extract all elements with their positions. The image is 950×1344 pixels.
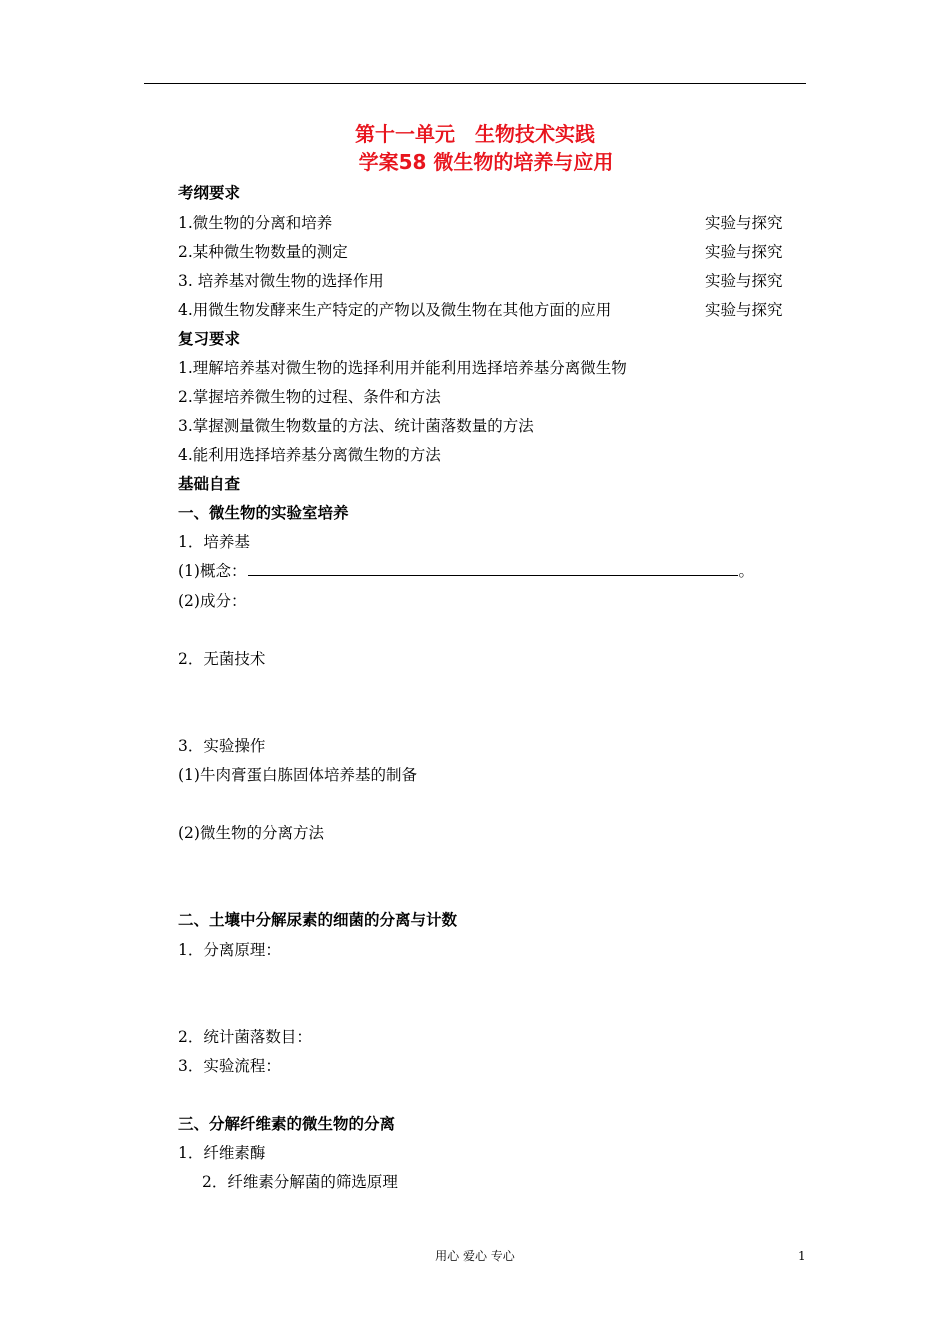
section2-item: 3．实验流程：	[178, 1057, 281, 1075]
concept-end-mark: 。	[738, 562, 754, 580]
section1-item: (1)牛肉膏蛋白胨固体培养基的制备	[178, 766, 417, 784]
syllabus-item-requirement: 实验与探究	[705, 272, 783, 290]
section2-item: 2．统计菌落数目：	[178, 1028, 312, 1046]
section1-item: 3．实验操作	[178, 737, 266, 755]
header-rule	[144, 83, 806, 84]
syllabus-item: 3. 培养基对微生物的选择作用	[178, 272, 384, 290]
section3-item: 1．纤维素酶	[178, 1144, 266, 1162]
review-item: 2.掌握培养微生物的过程、条件和方法	[178, 388, 441, 406]
page-number: 1	[798, 1249, 806, 1263]
section1-item: 1．培养基	[178, 533, 250, 551]
section3-heading: 三、分解纤维素的微生物的分离	[178, 1115, 396, 1133]
syllabus-item: 4.用微生物发酵来生产特定的产物以及微生物在其他方面的应用	[178, 301, 612, 319]
lesson-title: 学案58 微生物的培养与应用	[358, 150, 614, 174]
concept-label: (1)概念：	[178, 562, 247, 580]
fill-in-blank[interactable]	[248, 561, 738, 576]
section3-item: 2．纤维素分解菌的筛选原理	[202, 1173, 398, 1191]
section2-heading: 二、土壤中分解尿素的细菌的分离与计数	[178, 911, 458, 929]
syllabus-item-requirement: 实验与探究	[705, 214, 783, 232]
review-item: 1.理解培养基对微生物的选择利用并能利用选择培养基分离微生物	[178, 359, 627, 377]
section2-item: 1．分离原理：	[178, 941, 281, 959]
section1-item: (2)微生物的分离方法	[178, 824, 324, 842]
concept-line	[178, 561, 754, 581]
review-item: 3.掌握测量微生物数量的方法、统计菌落数量的方法	[178, 417, 534, 435]
basics-heading: 基础自查	[178, 475, 241, 493]
footer-text: 用心 爱心 专心	[435, 1249, 515, 1263]
unit-title: 第十一单元 生物技术实践	[355, 122, 595, 146]
section1-heading: 一、微生物的实验室培养	[178, 504, 349, 522]
syllabus-item-requirement: 实验与探究	[705, 243, 783, 261]
syllabus-item: 2.某种微生物数量的测定	[178, 243, 348, 261]
section1-item: (2)成分：	[178, 592, 247, 610]
section1-item: 2．无菌技术	[178, 650, 266, 668]
review-heading: 复习要求	[178, 330, 241, 348]
syllabus-item-requirement: 实验与探究	[705, 301, 783, 319]
syllabus-item: 1.微生物的分离和培养	[178, 214, 333, 232]
review-item: 4.能利用选择培养基分离微生物的方法	[178, 446, 441, 464]
syllabus-heading: 考纲要求	[178, 184, 241, 202]
